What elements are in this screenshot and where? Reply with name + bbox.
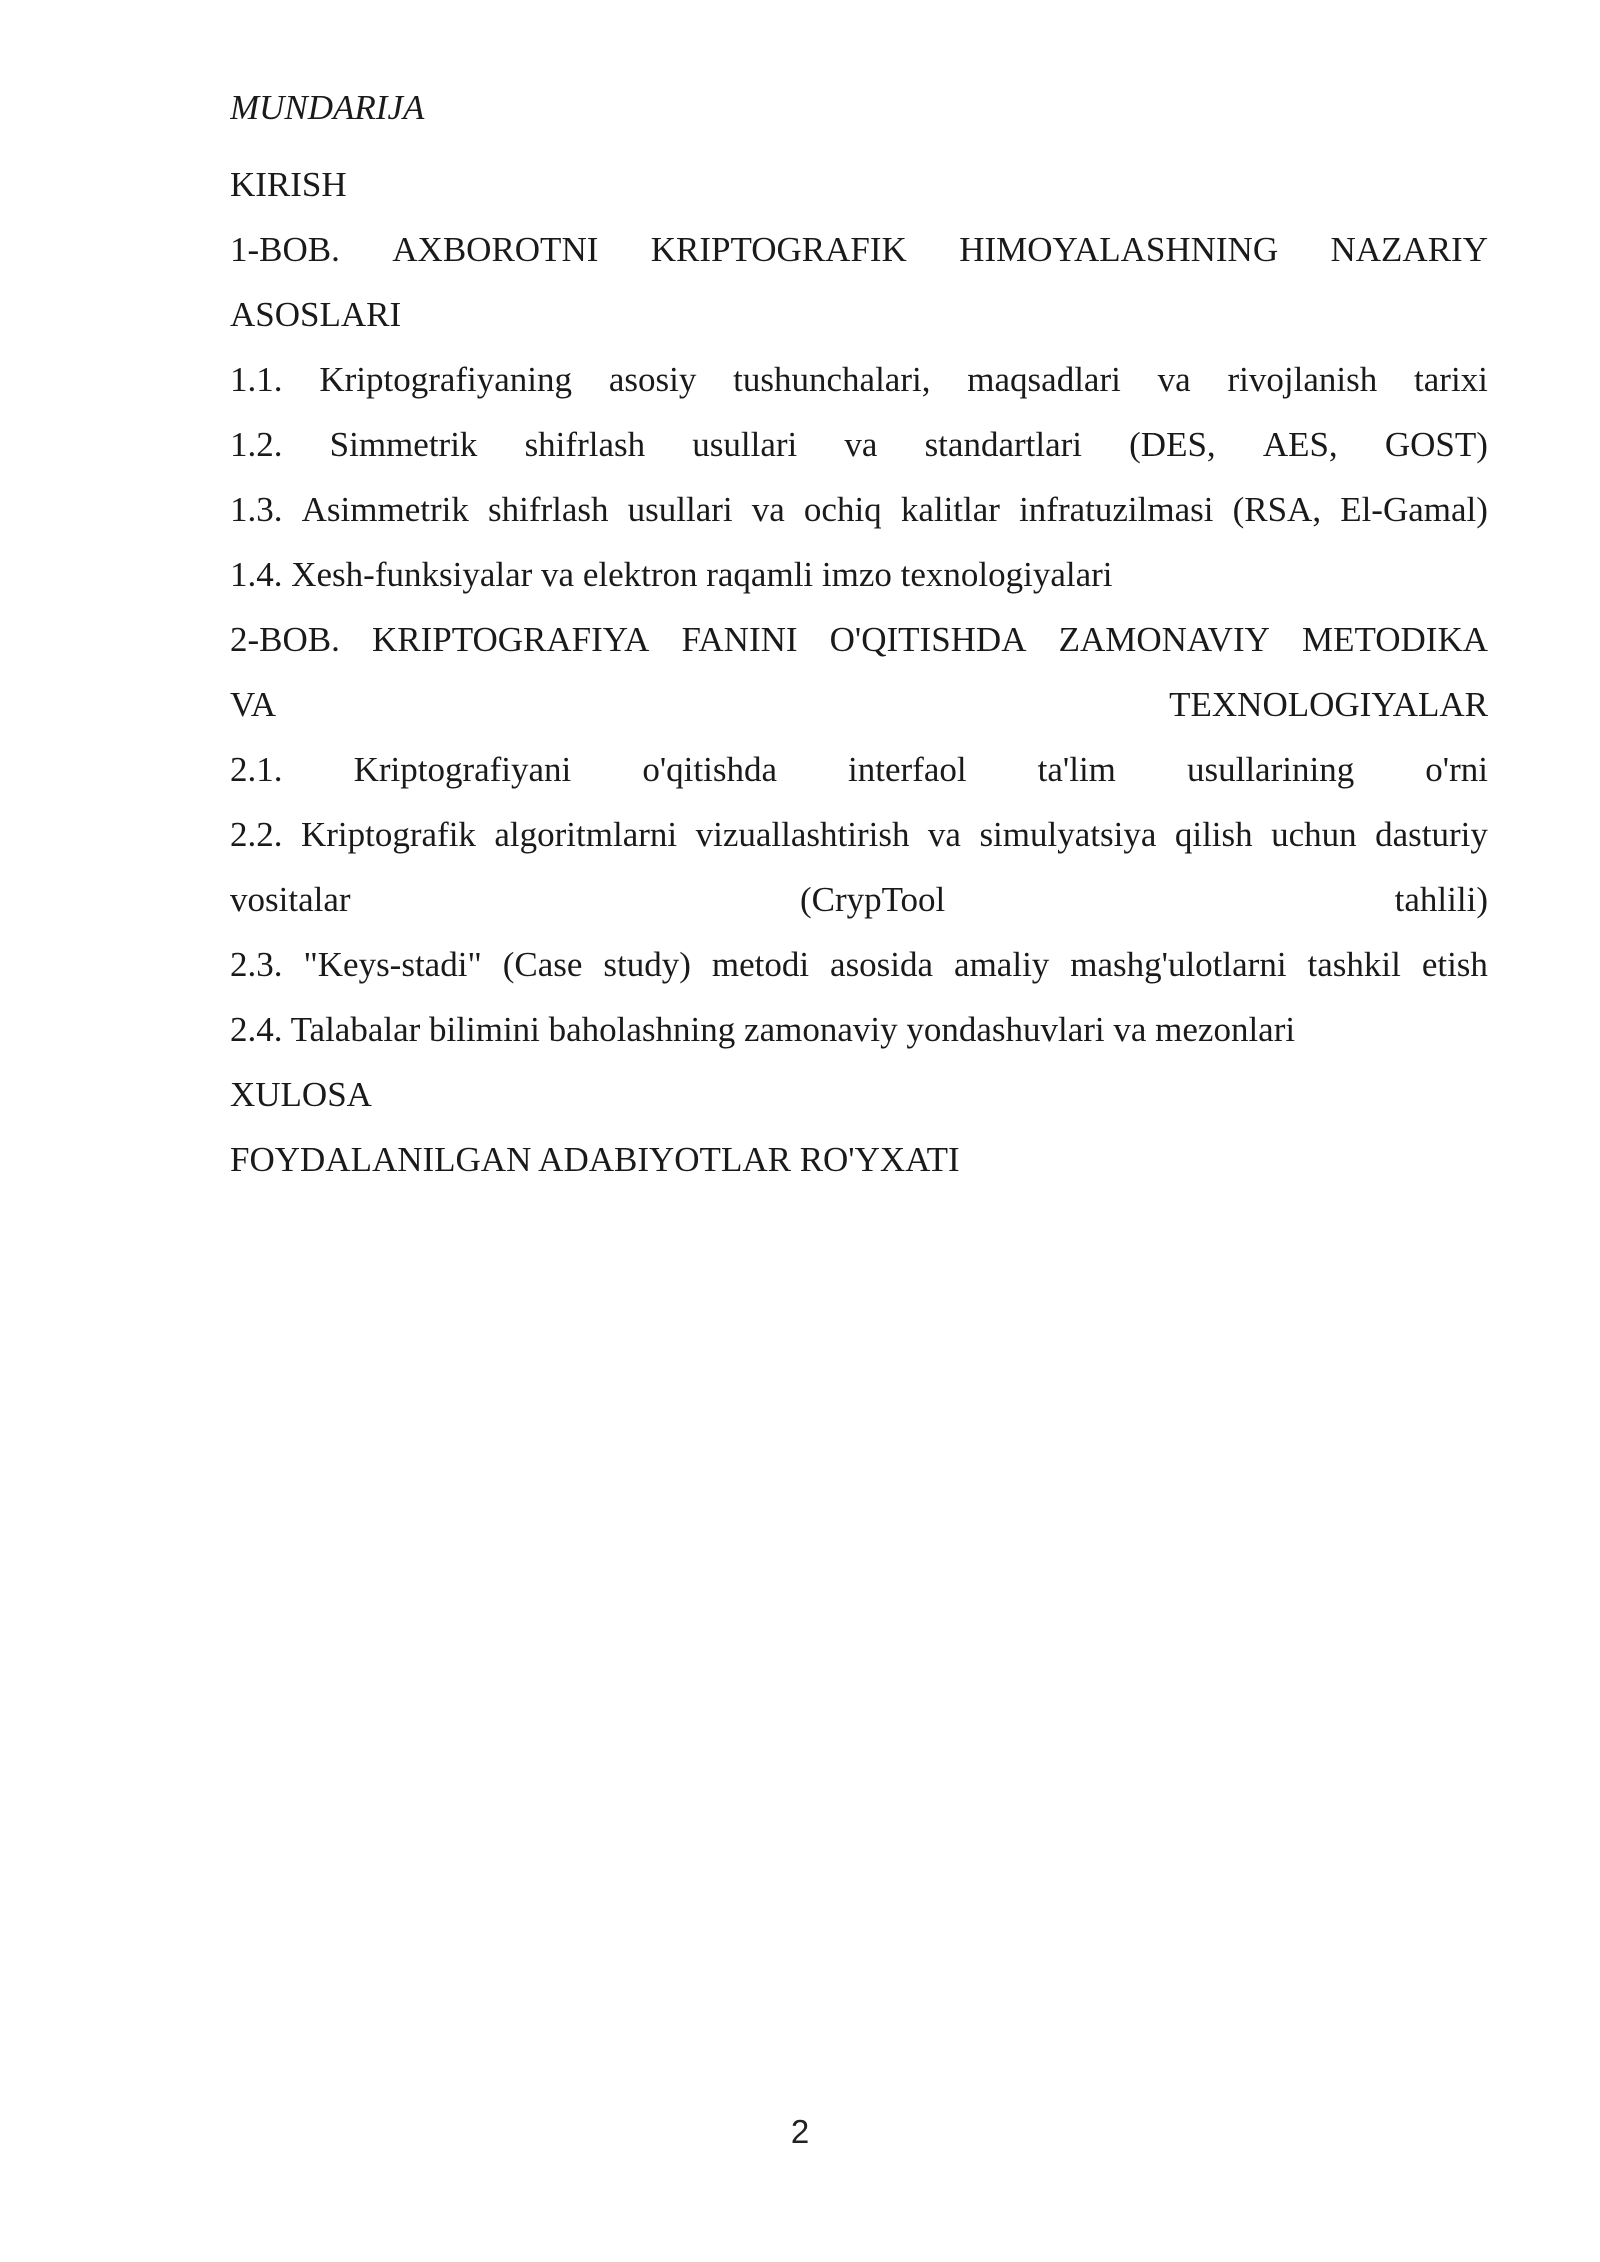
toc-word: shifrlash: [524, 425, 646, 464]
toc-line-s1-4: [230, 542, 1488, 607]
toc-word: o'qitishda: [642, 750, 777, 789]
toc-word: metodi: [711, 945, 810, 984]
toc-word: TEXNOLOGIYALAR: [1169, 685, 1488, 724]
toc-word: 1-BOB.: [230, 230, 340, 269]
toc-word: maqsadlari: [967, 360, 1121, 399]
toc-word: 2.2.: [230, 815, 283, 854]
toc-word: etish: [1421, 945, 1488, 984]
toc-word: asosida: [830, 945, 934, 984]
toc-word: usullari: [692, 425, 798, 464]
toc-word: (Case: [502, 945, 583, 984]
toc-word: mashg'ulotlarni: [1070, 945, 1287, 984]
toc-word: GOST): [1384, 425, 1488, 464]
toc-word: "Keys-stadi": [303, 945, 482, 984]
toc-word: uchun: [1271, 815, 1357, 854]
toc-word: usullari: [627, 490, 733, 529]
toc-line-bob1-a: [230, 217, 1488, 282]
toc-word: FOYDALANILGAN ADABIYOTLAR RO'YXATI: [230, 1140, 960, 1179]
toc-word: vizuallashtirish: [695, 815, 910, 854]
toc-word: o'rni: [1425, 750, 1488, 789]
toc-word: va: [844, 425, 878, 464]
page-number: 2: [790, 2113, 810, 2150]
toc-title: MUNDARIJA: [230, 88, 425, 127]
toc-word: 2.1.: [230, 750, 283, 789]
toc-word: 2-BOB.: [230, 620, 340, 659]
toc-word: Kriptografik: [300, 815, 476, 854]
toc-word: 2.4. Talabalar bilimini baholashning zamonaviy yondashuvlari va mezonlari: [230, 1010, 1296, 1049]
toc-word: (DES,: [1129, 425, 1216, 464]
toc-line-s1-3: [230, 477, 1488, 542]
toc-word: HIMOYALASHNING: [959, 230, 1279, 269]
toc-word: NAZARIY: [1330, 230, 1488, 269]
toc-line-bob1-b: [230, 282, 1488, 347]
toc-word: interfaol: [848, 750, 967, 789]
toc-word: standartlari: [924, 425, 1082, 464]
toc-line-s1-2: [230, 412, 1488, 477]
toc-word: Kriptografiyaning: [319, 360, 573, 399]
toc-line-s2-3: [230, 932, 1488, 997]
toc-word: tarixi: [1414, 360, 1488, 399]
toc-word: usullarining: [1186, 750, 1355, 789]
toc-entries: [230, 152, 1488, 1192]
toc-word: KIRISH: [230, 165, 347, 204]
toc-word: KRIPTOGRAFIYA: [371, 620, 650, 659]
toc-word: (CrypTool: [799, 880, 946, 919]
toc-word: ZAMONAVIY: [1058, 620, 1270, 659]
toc-line-s2-4: [230, 997, 1488, 1062]
toc-word: 2.3.: [230, 945, 283, 984]
toc-word: algoritmlarni: [494, 815, 678, 854]
toc-word: simulyatsiya: [979, 815, 1157, 854]
toc-word: rivojlanish: [1227, 360, 1378, 399]
toc-word: va: [927, 815, 961, 854]
toc-word: ochiq: [803, 490, 882, 529]
toc-word: amaliy: [954, 945, 1050, 984]
toc-word: vositalar: [230, 880, 351, 919]
toc-word: VA: [230, 685, 277, 724]
table-of-contents: [230, 78, 1488, 1192]
toc-word: ta'lim: [1037, 750, 1116, 789]
toc-word: AES,: [1262, 425, 1338, 464]
toc-word: study): [603, 945, 691, 984]
toc-word: KRIPTOGRAFIK: [650, 230, 907, 269]
toc-word: 1.4. Xesh-funksiyalar va elektron raqamli imzo texnologiyalari: [230, 555, 1113, 594]
toc-word: tushunchalari,: [733, 360, 931, 399]
toc-word: (RSA,: [1232, 490, 1322, 529]
toc-word: XULOSA: [230, 1075, 372, 1114]
toc-word: AXBOROTNI: [392, 230, 599, 269]
toc-word: va: [1157, 360, 1191, 399]
toc-word: 1.1.: [230, 360, 283, 399]
toc-word: 1.2.: [230, 425, 283, 464]
toc-word: Simmetrik: [329, 425, 478, 464]
toc-word: shifrlash: [487, 490, 609, 529]
toc-word: kalitlar: [900, 490, 1000, 529]
toc-word: FANINI: [681, 620, 798, 659]
toc-word: asosiy: [608, 360, 697, 399]
toc-line-adabiyot: [230, 1127, 1488, 1192]
toc-word: METODIKA: [1301, 620, 1488, 659]
toc-word: O'QITISHDA: [829, 620, 1027, 659]
toc-line-s2-1: [230, 737, 1488, 802]
toc-word: ASOSLARI: [230, 295, 402, 334]
toc-word: qilish: [1174, 815, 1253, 854]
toc-word: El-Gamal): [1340, 490, 1488, 529]
toc-word: infratuzilmasi: [1019, 490, 1214, 529]
toc-word: 1.3.: [230, 490, 283, 529]
toc-line-bob2-b: [230, 672, 1488, 737]
toc-line-s2-2a: [230, 802, 1488, 867]
toc-line-kirish: [230, 152, 1488, 217]
toc-line-bob2-a: [230, 607, 1488, 672]
toc-line-s1-1: [230, 347, 1488, 412]
toc-word: va: [751, 490, 785, 529]
toc-word: dasturiy: [1375, 815, 1488, 854]
toc-word: tahlili): [1394, 880, 1488, 919]
toc-word: tashkil: [1307, 945, 1401, 984]
toc-word: Kriptografiyani: [353, 750, 572, 789]
toc-line-s2-2b: [230, 867, 1488, 932]
toc-word: Asimmetrik: [301, 490, 469, 529]
toc-line-xulosa: [230, 1062, 1488, 1127]
